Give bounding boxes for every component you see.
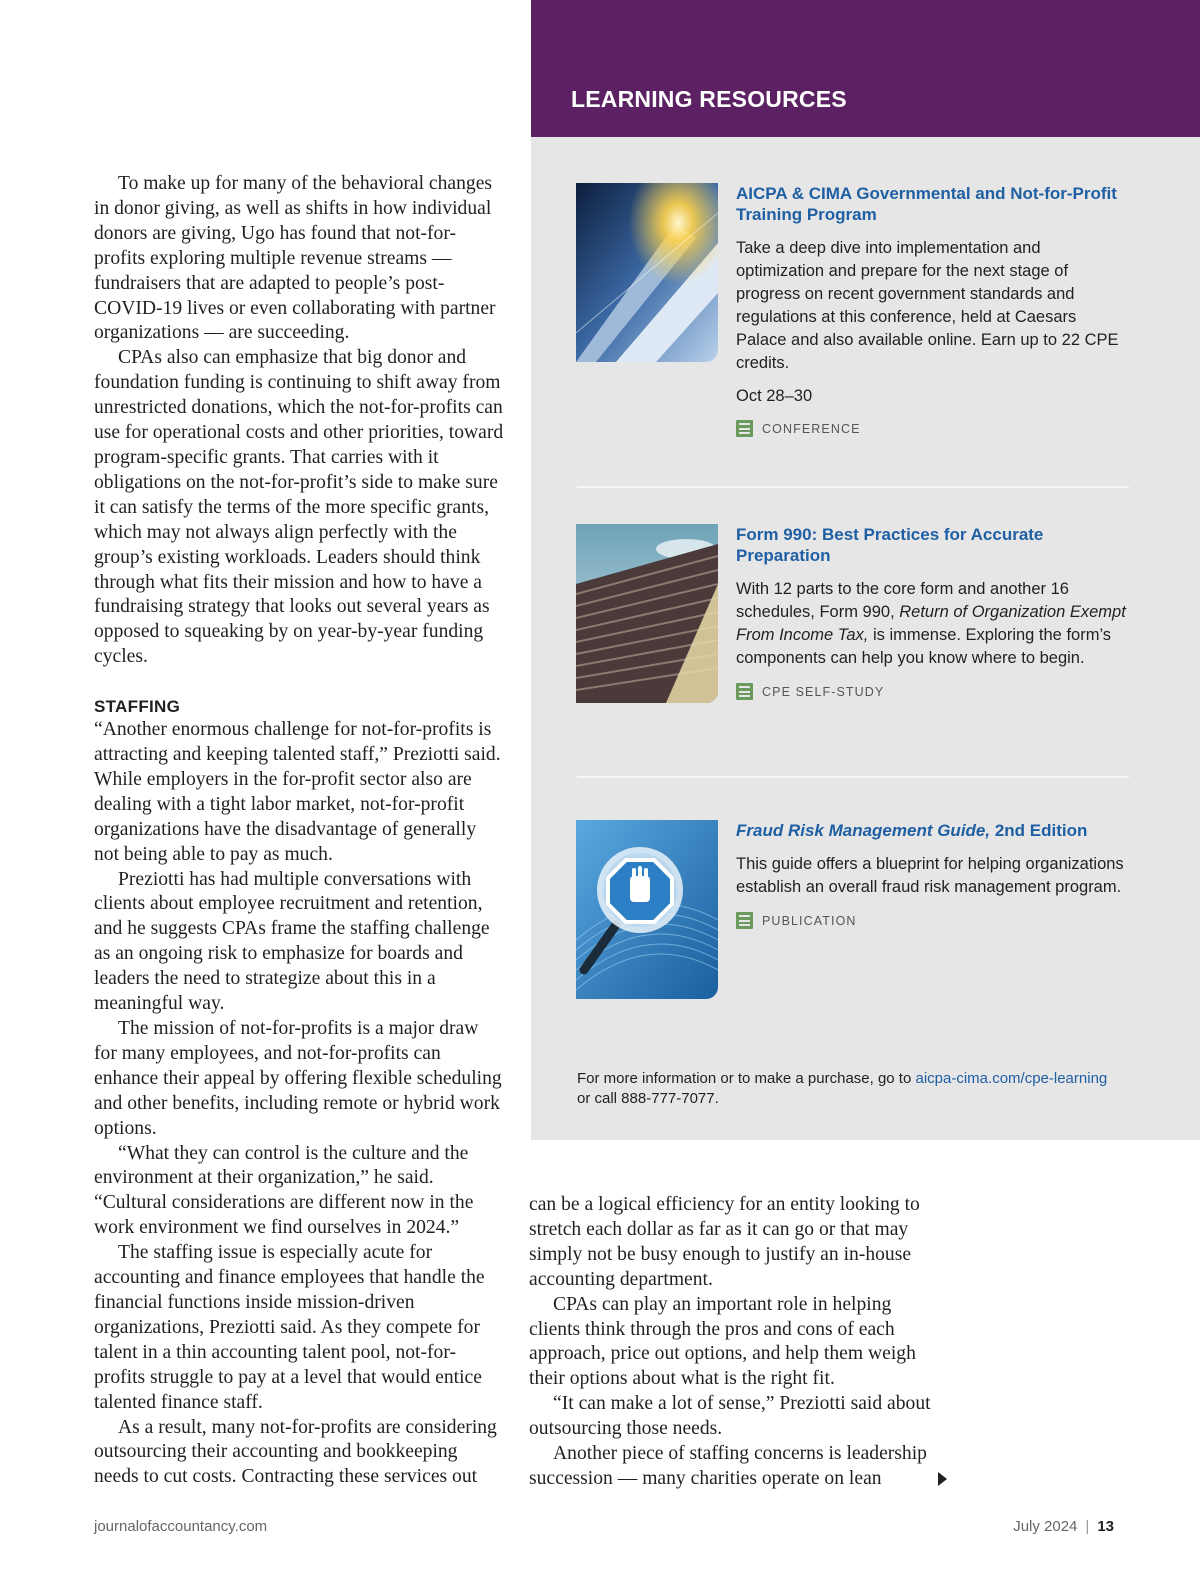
cpe-learning-link[interactable]: aicpa-cima.com/cpe-learning bbox=[915, 1070, 1108, 1087]
article-paragraph: “What they can control is the culture and the environment at their organization,” he said. “Cultural considerations are different now in the work environment we find ourselves in 2024.” bbox=[94, 1142, 474, 1239]
learning-resources-panel bbox=[531, 137, 1200, 1140]
article-paragraph: can be a logical efficiency for an entity looking to stretch each dollar as far as it can go or that may simply not be busy enough to justify an in-house accounting department. bbox=[529, 1194, 920, 1290]
resource-type-label: CONFERENCE bbox=[762, 421, 861, 436]
learning-resources-title: LEARNING RESOURCES bbox=[571, 86, 847, 112]
guide-title-rest: 2nd Edition bbox=[990, 821, 1088, 840]
resource-text bbox=[736, 183, 1126, 437]
resource-description: This guide offers a blueprint for helping organizations establish an overall fraud risk management program. bbox=[736, 855, 1124, 896]
resource-title[interactable]: Form 990: Best Practices for Accurate Preparation bbox=[736, 525, 1044, 565]
resource-description: Take a deep dive into implementation and optimization and prepare for the next stage of progress on recent government standards and regulations at this conference, held at Caesars Palace and also available online. Earn up to 22 CPE credits. bbox=[736, 239, 1119, 372]
magnifier-stop-hand-icon bbox=[576, 820, 718, 999]
article-paragraph: Preziotti has had multiple conversations with clients about employee recruitment and retention, and he suggests CPAs frame the staffing challenge as an ongoing risk to emphasize for boards and leaders the need to strategize about this in a meaningful way. bbox=[94, 868, 490, 1015]
list-icon bbox=[736, 420, 753, 437]
description-part: With 12 parts to the core form and another 16 schedules, Form 990, bbox=[736, 580, 1069, 621]
site-url: journalofaccountancy.com bbox=[94, 1518, 268, 1535]
section-heading-staffing: STAFFING bbox=[94, 697, 181, 717]
footer-text: For more information or to make a purchase, go to bbox=[577, 1070, 916, 1087]
page-info bbox=[1013, 1518, 1114, 1535]
resource-type-label: CPE SELF-STUDY bbox=[762, 684, 885, 699]
page-number: 13 bbox=[1097, 1518, 1114, 1535]
description-part: is immense. Exploring the form’s components can help you know where to begin. bbox=[736, 626, 1112, 667]
article-paragraph: “Another enormous challenge for not-for-profits is attracting and keeping talented staff,” Preziotti said. While employers in the for-profit sector also are dealing with a tight labor market, not-for-profit organizations have the disadvantage of generally not being able to pay as much. bbox=[94, 719, 501, 865]
resource-tag bbox=[736, 912, 1126, 929]
list-icon bbox=[736, 683, 753, 700]
learning-resources-footer bbox=[577, 1069, 1177, 1109]
footer-phone-text: or call 888-777-7077. bbox=[577, 1090, 719, 1107]
resource-type-label: PUBLICATION bbox=[762, 913, 857, 928]
resource-text bbox=[736, 820, 1126, 929]
resource-tag bbox=[736, 683, 1126, 700]
continue-arrow-icon bbox=[938, 1472, 947, 1486]
issue-date: July 2024 bbox=[1013, 1518, 1078, 1535]
article-column-left bbox=[94, 172, 506, 1490]
article-paragraph: Another piece of staffing concerns is leadership succession — many charities operate on lean bbox=[529, 1443, 927, 1489]
resource-tag bbox=[736, 420, 1126, 437]
divider bbox=[577, 776, 1129, 778]
form-title-italic: Return of Organization Exempt From Income Tax, bbox=[736, 603, 1126, 644]
list-icon bbox=[736, 912, 753, 929]
article-paragraph: CPAs also can emphasize that big donor and foundation funding is continuing to shift away from unrestricted donations, which the not-for-profits can use for operational costs and other priorities, toward program-specific grants. That carries with it obligations on the not-for-profit’s side to make sure it can satisfy the terms of the more specific grants, which may not always align perfectly with the group’s existing workloads. Leaders should think through what fits their mission and how to have a fundraising strategy that looks out several years as opposed to squeaking by on year-by-year funding cycles. bbox=[94, 347, 504, 668]
guide-title-italic: Fraud Risk Management Guide, bbox=[736, 821, 991, 840]
learning-resources-header bbox=[531, 0, 1200, 137]
article-paragraph: As a result, many not-for-profits are considering outsourcing their accounting and bookkeeping needs to cut costs. Contracting these services out bbox=[94, 1416, 497, 1488]
resource-title[interactable]: AICPA & CIMA Governmental and Not-for-Profit Training Program bbox=[736, 184, 1117, 224]
resource-title[interactable] bbox=[736, 820, 1126, 841]
article-column-middle bbox=[529, 1193, 941, 1492]
resource-description bbox=[736, 578, 1126, 670]
resource-date: Oct 28–30 bbox=[736, 387, 813, 405]
separator: | bbox=[1085, 1518, 1090, 1535]
divider bbox=[577, 486, 1129, 488]
article-paragraph: CPAs can play an important role in helping clients think through the pros and cons of each approach, price out options, and help them weigh their options about what is the right fit. bbox=[529, 1293, 916, 1390]
article-paragraph: The mission of not-for-profits is a major draw for many employees, and not-for-profits can enhance their appeal by offering flexible scheduling and other benefits, including remote or hybrid work options. bbox=[94, 1018, 502, 1139]
building-photo-icon bbox=[576, 183, 718, 362]
resource-text bbox=[736, 524, 1126, 700]
building-photo-icon bbox=[576, 524, 718, 703]
article-paragraph: The staffing issue is especially acute for accounting and finance employees that handle the financial functions inside mission-driven organizations, Preziotti said. As they compete for talent in a thin accounting talent pool, not-for-profits struggle to pay at a level that would entice talented finance staff. bbox=[94, 1242, 485, 1413]
article-paragraph: “It can make a lot of sense,” Preziotti said about outsourcing those needs. bbox=[529, 1393, 931, 1440]
article-paragraph: To make up for many of the behavioral changes in donor giving, as well as shifts in how individual donors are giving, Ugo has found that not-for-profits exploring multiple revenue streams —fundraisers that are adapted to people’s post-COVID-19 lives or even collaborating with partner organizations — are succeeding. bbox=[94, 173, 496, 344]
